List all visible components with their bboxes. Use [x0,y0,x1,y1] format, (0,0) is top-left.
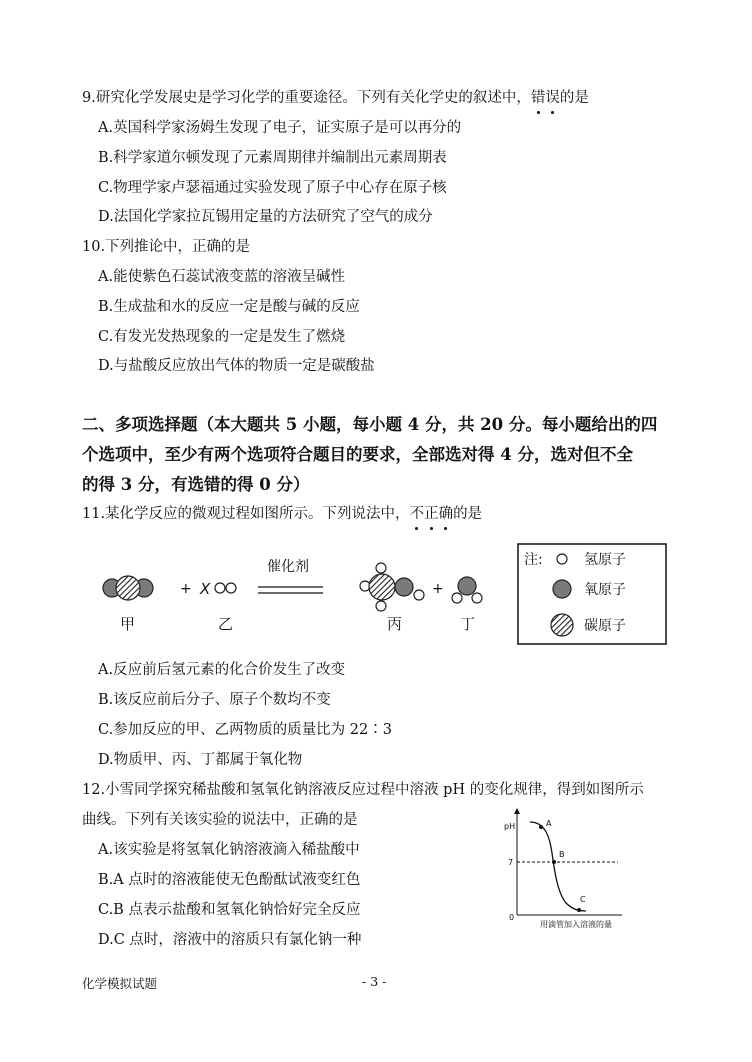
q10-stem: 10.下列推论中，正确的是 [82,239,251,255]
x-coefficient: X [200,580,211,598]
q10-option-b: B.生成盐和水的反应一定是酸与碱的反应 [98,299,360,315]
q10-option-c: C.有发光发热现象的一定是发生了燃烧 [98,329,346,345]
ph-curve [530,822,586,911]
molecule-bing [360,563,424,611]
q12-stem-line2: 曲线。下列有关该实验的说法中，正确的是 [82,812,358,828]
catalyst-label: 催化剂 [267,559,309,575]
point-a-label: A [546,819,552,828]
point-c-label: C [580,895,586,904]
reaction-diagram [90,540,670,655]
point-c-marker [577,908,581,912]
plus-sign-1: + [180,581,192,597]
label-ding: 丁 [460,615,476,633]
q12-stem-line1: 12.小雪同学探究稀盐酸和氢氧化钠溶液反应过程中溶液 pH 的变化规律，得到如图所示 [82,782,644,798]
emphasis-char: 错 [530,90,546,106]
point-b-label: B [559,850,565,859]
footer-page-number: - 3 - [362,974,387,989]
ph-curve-chart [500,805,650,930]
legend-oxygen: 氧原子 [584,582,626,598]
point-b-marker [552,860,556,864]
q12-option-d: D.C 点时，溶液中的溶质只有氯化钠一种 [98,932,362,948]
q10-option-d: D.与盐酸反应放出气体的物质一定是碳酸盐 [98,358,375,374]
footer-title: 化学模拟试题 [82,976,158,991]
oxygen-atom-icon [553,580,571,598]
q9-option-c: C.物理学家卢瑟福通过实验发现了原子中心存在原子核 [98,180,447,196]
q12-option-c: C.B 点表示盐酸和氢氧化钠恰好完全反应 [98,902,361,918]
y-axis-label: pH [504,822,516,831]
tick-7-label: 7 [508,858,514,867]
q12-option-b: B.A 点时的溶液能使无色酚酞试液变红色 [98,872,361,888]
molecule-yi [215,583,236,593]
plus-sign-2: + [432,581,444,597]
label-jia: 甲 [120,615,136,633]
emphasis-char: 正 [424,506,439,522]
q11-stem: 11.某化学反应的微观过程如图所示。下列说法中，不正确的是 [82,506,483,522]
q12-option-a: A.该实验是将氢氧化钠溶液滴入稀盐酸中 [98,842,360,858]
section2-heading-line1: 二、多项选择题（本大题共 5 小题，每小题 4 分，共 20 分。每小题给出的四 [82,415,658,434]
x-axis-label: 用滴管加入溶液的量 [540,920,612,929]
point-a-marker [539,825,543,829]
q9-stem: 9.研究化学发展史是学习化学的重要途径。下列有关化学史的叙述中，错误的是 [82,90,589,106]
q11-option-c: C.参加反应的甲、乙两物质的质量比为 22∶3 [98,722,392,738]
q10-option-a: A.能使紫色石蕊试液变蓝的溶液呈碱性 [98,269,346,285]
q11-option-b: B.该反应前后分子、原子个数均不变 [98,692,331,708]
legend-title: 注: [524,552,543,568]
hydrogen-atom-icon [557,554,567,564]
section2-heading-line3: 的得 3 分，有选错的得 0 分） [82,475,310,494]
molecule-ding [452,577,482,603]
emphasis-char: 确 [438,506,454,522]
origin-label: 0 [509,913,515,922]
q9-option-a: A.英国科学家汤姆生发现了电子，证实原子是可以再分的 [98,120,462,136]
label-bing: 丙 [387,615,403,633]
legend-carbon: 碳原子 [584,618,626,634]
emphasis-char: 不 [409,506,425,522]
molecule-jia [103,576,153,600]
q11-option-d: D.物质甲、丙、丁都属于氧化物 [98,752,303,768]
section2-heading-line2: 个选项中，至少有两个选项符合题目的要求，全部选对得 4 分，选对但不全 [82,445,633,464]
label-yi: 乙 [218,615,234,633]
legend-box [518,544,666,644]
emphasis-char: 误 [545,90,560,106]
q11-option-a: A.反应前后氢元素的化合价发生了改变 [98,662,346,678]
q9-option-b: B.科学家道尔顿发现了元素周期律并编制出元素周期表 [98,150,447,166]
legend-hydrogen: 氢原子 [584,552,626,568]
q9-option-d: D.法国化学家拉瓦锡用定量的方法研究了空气的成分 [98,209,433,225]
carbon-atom-icon [551,614,573,636]
